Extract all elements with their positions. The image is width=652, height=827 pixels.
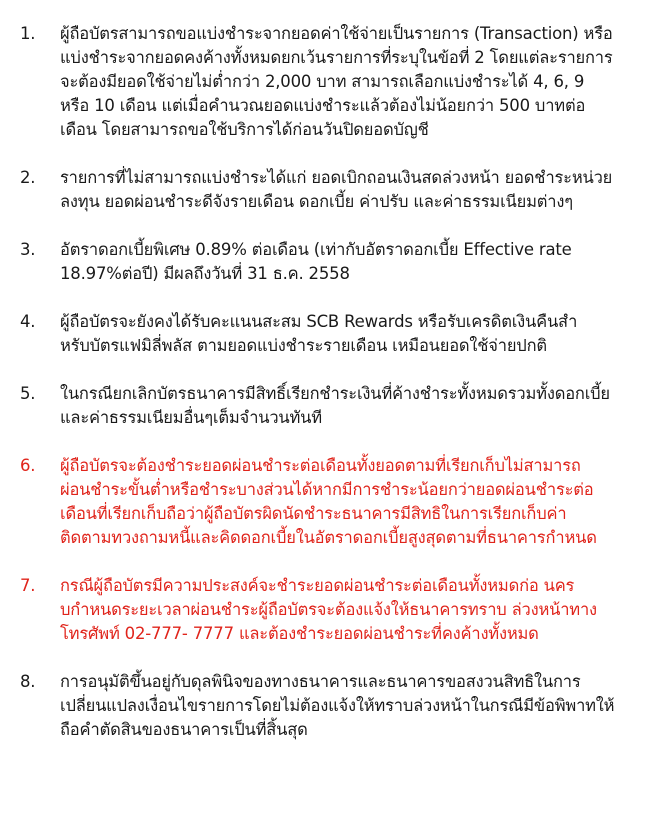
term-line: ติดตามทวงถามหนี้และคิดดอกเบี้ยในอัตราดอกเบี้ยสูงสุดตามที่ธนาคารกำหนด xyxy=(60,528,597,547)
term-number: 8. xyxy=(20,672,36,691)
term-item-7 xyxy=(0,574,652,646)
term-number: 5. xyxy=(20,384,36,403)
term-line: บกำหนดระยะเวลาผ่อนชำระผู้ถือบัตรจะต้องแจ้งให้ธนาคารทราบ ล่วงหน้าทาง xyxy=(60,600,597,619)
term-number: 7. xyxy=(20,576,36,595)
term-line: แบ่งชำระจากยอดคงค้างทั้งหมดยกเว้นรายการที่ระบุในข้อที่ 2 โดยแต่ละรายการ xyxy=(60,48,613,67)
term-item-2 xyxy=(0,166,652,214)
term-line: โทรศัพท์ 02-777- 7777 และต้องชำระยอดผ่อนชำระที่คงค้างทั้งหมด xyxy=(60,624,539,643)
term-line: ผู้ถือบัตรสามารถขอแบ่งชำระจากยอดค่าใช้จ่ายเป็นรายการ (Transaction) หรือ xyxy=(60,24,613,43)
term-item-3 xyxy=(0,238,652,286)
term-line: อัตราดอกเบี้ยพิเศษ 0.89% ต่อเดือน (เท่ากับอัตราดอกเบี้ย Effective rate xyxy=(60,240,572,259)
term-item-4 xyxy=(0,310,652,358)
term-line: การอนุมัติขึ้นอยู่กับดุลพินิจของทางธนาคารและธนาคารขอสงวนสิทธิในการ xyxy=(60,672,581,691)
term-item-8 xyxy=(0,670,652,742)
term-line: เปลี่ยนแปลงเงื่อนไขรายการโดยไม่ต้องแจ้งให้ทราบล่วงหน้าในกรณีมีข้อพิพาทให้ xyxy=(60,696,615,715)
term-line: เดือน โดยสามารถขอใช้บริการได้ก่อนวันปิดยอดบัญชี xyxy=(60,120,429,139)
term-line: รายการที่ไม่สามารถแบ่งชำระได้แก่ ยอดเบิกถอนเงินสดล่วงหน้า ยอดชำระหน่วย xyxy=(60,168,613,187)
term-line: จะต้องมียอดใช้จ่ายไม่ต่ำกว่า 2,000 บาท สามารถเลือกแบ่งชำระได้ 4, 6, 9 xyxy=(60,72,585,91)
term-item-1 xyxy=(0,22,652,142)
term-line: ผู้ถือบัตรจะยังคงได้รับคะแนนสะสม SCB Rewards หรือรับเครดิตเงินคืนสำ xyxy=(60,312,578,331)
term-line: และค่าธรรมเนียมอื่นๆเต็มจำนวนทันที xyxy=(60,408,322,427)
term-line: หรือ 10 เดือน แต่เมื่อคำนวณยอดแบ่งชำระแล้วต้องไม่น้อยกว่า 500 บาทต่อ xyxy=(60,96,586,115)
term-item-5 xyxy=(0,382,652,430)
term-number: 6. xyxy=(20,456,36,475)
term-line: หรับบัตรแฟมิลี่พลัส ตามยอดแบ่งชำระรายเดือน เหมือนยอดใช้จ่ายปกติ xyxy=(60,336,547,355)
term-line: ลงทุน ยอดผ่อนชำระดีจังรายเดือน ดอกเบี้ย ค่าปรับ และค่าธรรมเนียมต่างๆ xyxy=(60,192,573,211)
term-line: ถือคำตัดสินของธนาคารเป็นที่สิ้นสุด xyxy=(60,720,308,739)
term-number: 3. xyxy=(20,240,36,259)
term-line: กรณีผู้ถือบัตรมีความประสงค์จะชำระยอดผ่อนชำระต่อเดือนทั้งหมดก่อ นคร xyxy=(60,576,575,595)
term-number: 4. xyxy=(20,312,36,331)
terms-list xyxy=(0,22,652,766)
term-line: ผ่อนชำระขั้นต่ำหรือชำระบางส่วนได้หากมีการชำระน้อยกว่ายอดผ่อนชำระต่อ xyxy=(60,480,594,499)
term-line: ในกรณียกเลิกบัตรธนาคารมีสิทธิ์เรียกชำระเงินที่ค้างชำระทั้งหมดรวมทั้งดอกเบี้ย xyxy=(60,384,610,403)
term-line: ผู้ถือบัตรจะต้องชำระยอดผ่อนชำระต่อเดือนทั้งยอดตามที่เรียกเก็บไม่สามารถ xyxy=(60,456,581,475)
term-line: เดือนที่เรียกเก็บถือว่าผู้ถือบัตรผิดนัดชำระธนาคารมีสิทธิในการเรียกเก็บค่า xyxy=(60,504,567,523)
term-number: 1. xyxy=(20,24,36,43)
term-item-6 xyxy=(0,454,652,550)
term-number: 2. xyxy=(20,168,36,187)
term-line: 18.97%ต่อปี) มีผลถึงวันที่ 31 ธ.ค. 2558 xyxy=(60,264,350,283)
